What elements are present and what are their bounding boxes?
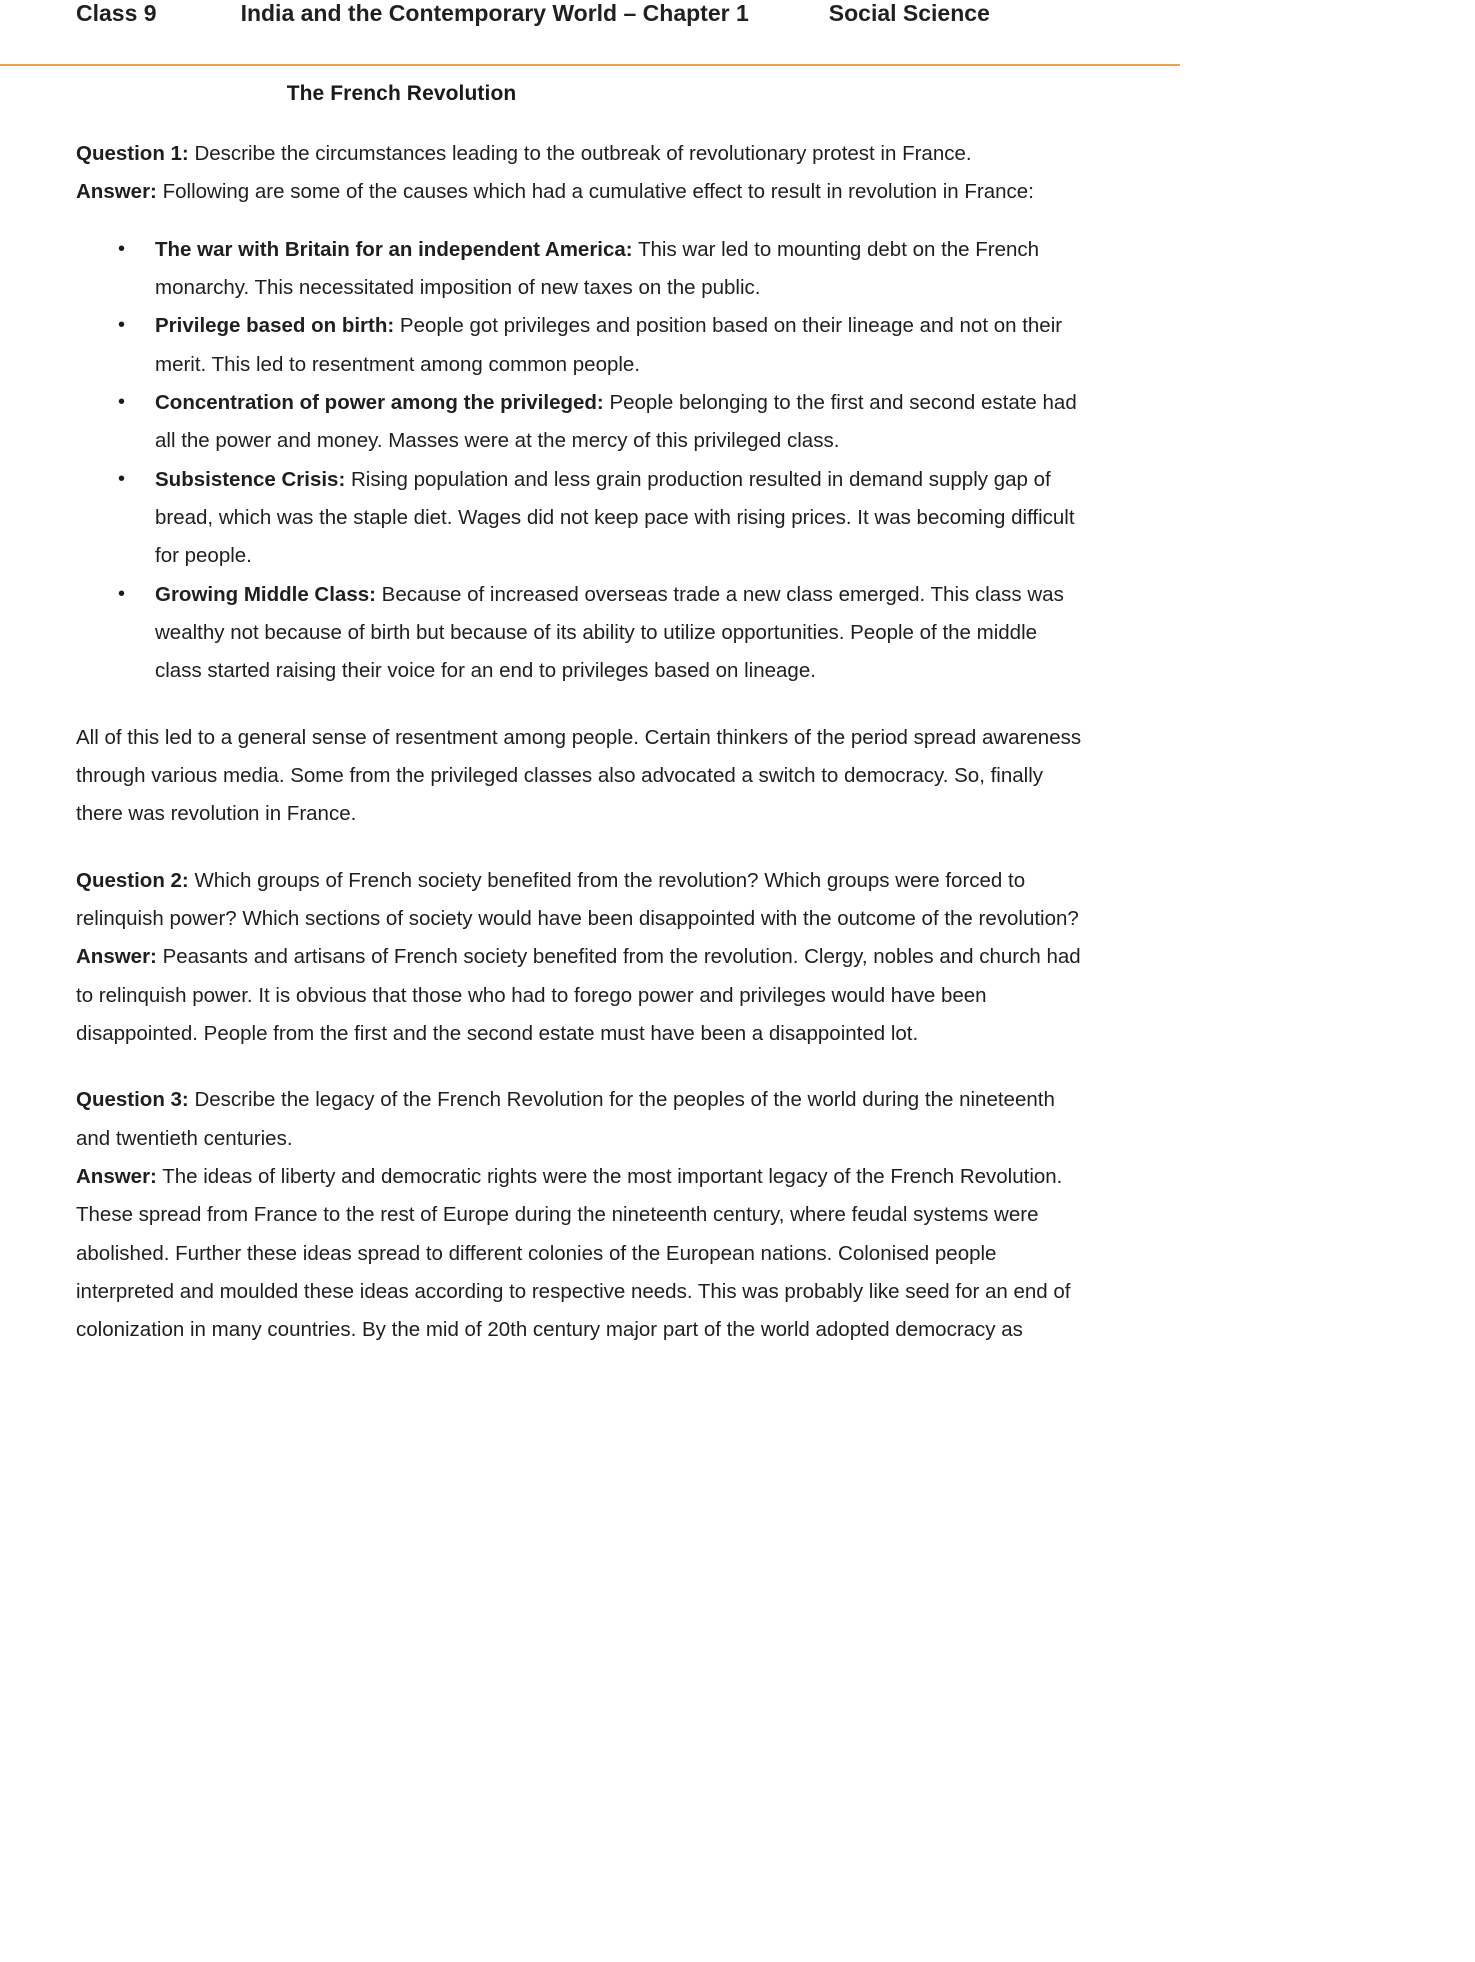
question-1-closing-paragraph: All of this led to a general sense of resentment among people. Certain thinkers of the period spread awareness through various media. Some from the privileged classes also advocated a switch to democracy. So, finally there was revolution in France. [76, 725, 1082, 826]
question-2-label: Question 2: [76, 868, 189, 892]
answer-2-text: Peasants and artisans of French society benefited from the revolution. Clergy, nobles and church had to relinquish power. It is obvious that those who had to forego power and privileges would have been disappointed. People from the first and the second estate must have been a disappointed lot. [76, 945, 1081, 1045]
list-item [76, 576, 1082, 691]
bullet-icon: • [118, 467, 126, 490]
list-item-title: Privilege based on birth: [155, 314, 395, 338]
list-item [76, 231, 1082, 308]
bullet-icon: • [118, 390, 126, 413]
question-3-prompt [76, 1081, 1082, 1158]
list-item-title: Growing Middle Class: [155, 582, 376, 606]
question-2-answer [76, 938, 1082, 1053]
list-item-text: Because of increased overseas trade a new class emerged. This class was wealthy not because of birth but because of its ability to utilize opportunities. People of the middle class started raising their voice for an end to privileges based on lineage. [155, 582, 1064, 683]
question-1-text: Describe the circumstances leading to the outbreak of revolutionary protest in France. [188, 142, 972, 165]
list-item-title: Subsistence Crisis: [155, 467, 346, 491]
causes-list [76, 231, 1082, 691]
header-divider-rule [0, 64, 1180, 66]
question-3-text: Describe the legacy of the French Revolution for the peoples of the world during the nineteenth and twentieth centuries. [76, 1088, 1055, 1150]
header-subject-label: Social Science [828, 0, 990, 26]
page-title: The French Revolution [286, 82, 517, 105]
bullet-icon: • [118, 582, 126, 605]
answer-3-text: The ideas of liberty and democratic rights were the most important legacy of the French Revolution. These spread from France to the rest of Europe during the nineteenth century, where feudal systems were abolished. Further these ideas spread to different colonies of the European nations. Colonised people interpreted and moulded these ideas according to respective needs. This was probably like seed for an end of colonization in many countries. By the mid of 20th century major part of the world adopted democracy as [76, 1164, 1071, 1342]
answer-2-label: Answer: [76, 945, 157, 969]
question-1-prompt [76, 135, 1082, 173]
list-item-title: The war with Britain for an independent America: [155, 237, 633, 261]
list-item [76, 307, 1082, 384]
list-item [76, 461, 1082, 576]
question-1-answer [76, 173, 1082, 211]
question-2-text: Which groups of French society benefited from the revolution? Which groups were forced to relinquish power? Which sections of society would have been disappointed with the outcome of the revolution? [76, 868, 1079, 930]
list-item [76, 384, 1082, 461]
question-1-label: Question 1: [76, 142, 189, 165]
list-item-text: People got privileges and position based on their lineage and not on their merit. This led to resentment among common people. [155, 314, 1063, 376]
question-2-prompt [76, 862, 1082, 939]
answer-1-text: Following are some of the causes which had a cumulative effect to result in revolution in France: [156, 180, 1034, 204]
answer-1-label: Answer: [76, 180, 157, 204]
list-item-text: Rising population and less grain production resulted in demand supply gap of bread, which was the staple diet. Wages did not keep pace with rising prices. It was becoming difficult for people. [155, 467, 1075, 568]
document-content [76, 68, 1082, 1350]
header-class-label: Class 9 [76, 0, 157, 26]
bullet-icon: • [118, 314, 126, 337]
list-item-text: People belonging to the first and second estate had all the power and money. Masses were at the mercy of this privileged class. [155, 390, 1077, 453]
page-header [0, 0, 1180, 66]
question-3-label: Question 3: [76, 1088, 189, 1112]
answer-3-label: Answer: [76, 1164, 157, 1188]
list-item-title: Concentration of power among the privileged: [155, 390, 604, 414]
question-3-answer [76, 1158, 1082, 1350]
bullet-icon: • [118, 237, 126, 260]
header-chapter-label: India and the Contemporary World – Chapter 1 [240, 0, 749, 26]
list-item-text: This war led to mounting debt on the French monarchy. This necessitated imposition of new taxes on the public. [155, 237, 1040, 299]
header-row [0, 0, 1180, 44]
